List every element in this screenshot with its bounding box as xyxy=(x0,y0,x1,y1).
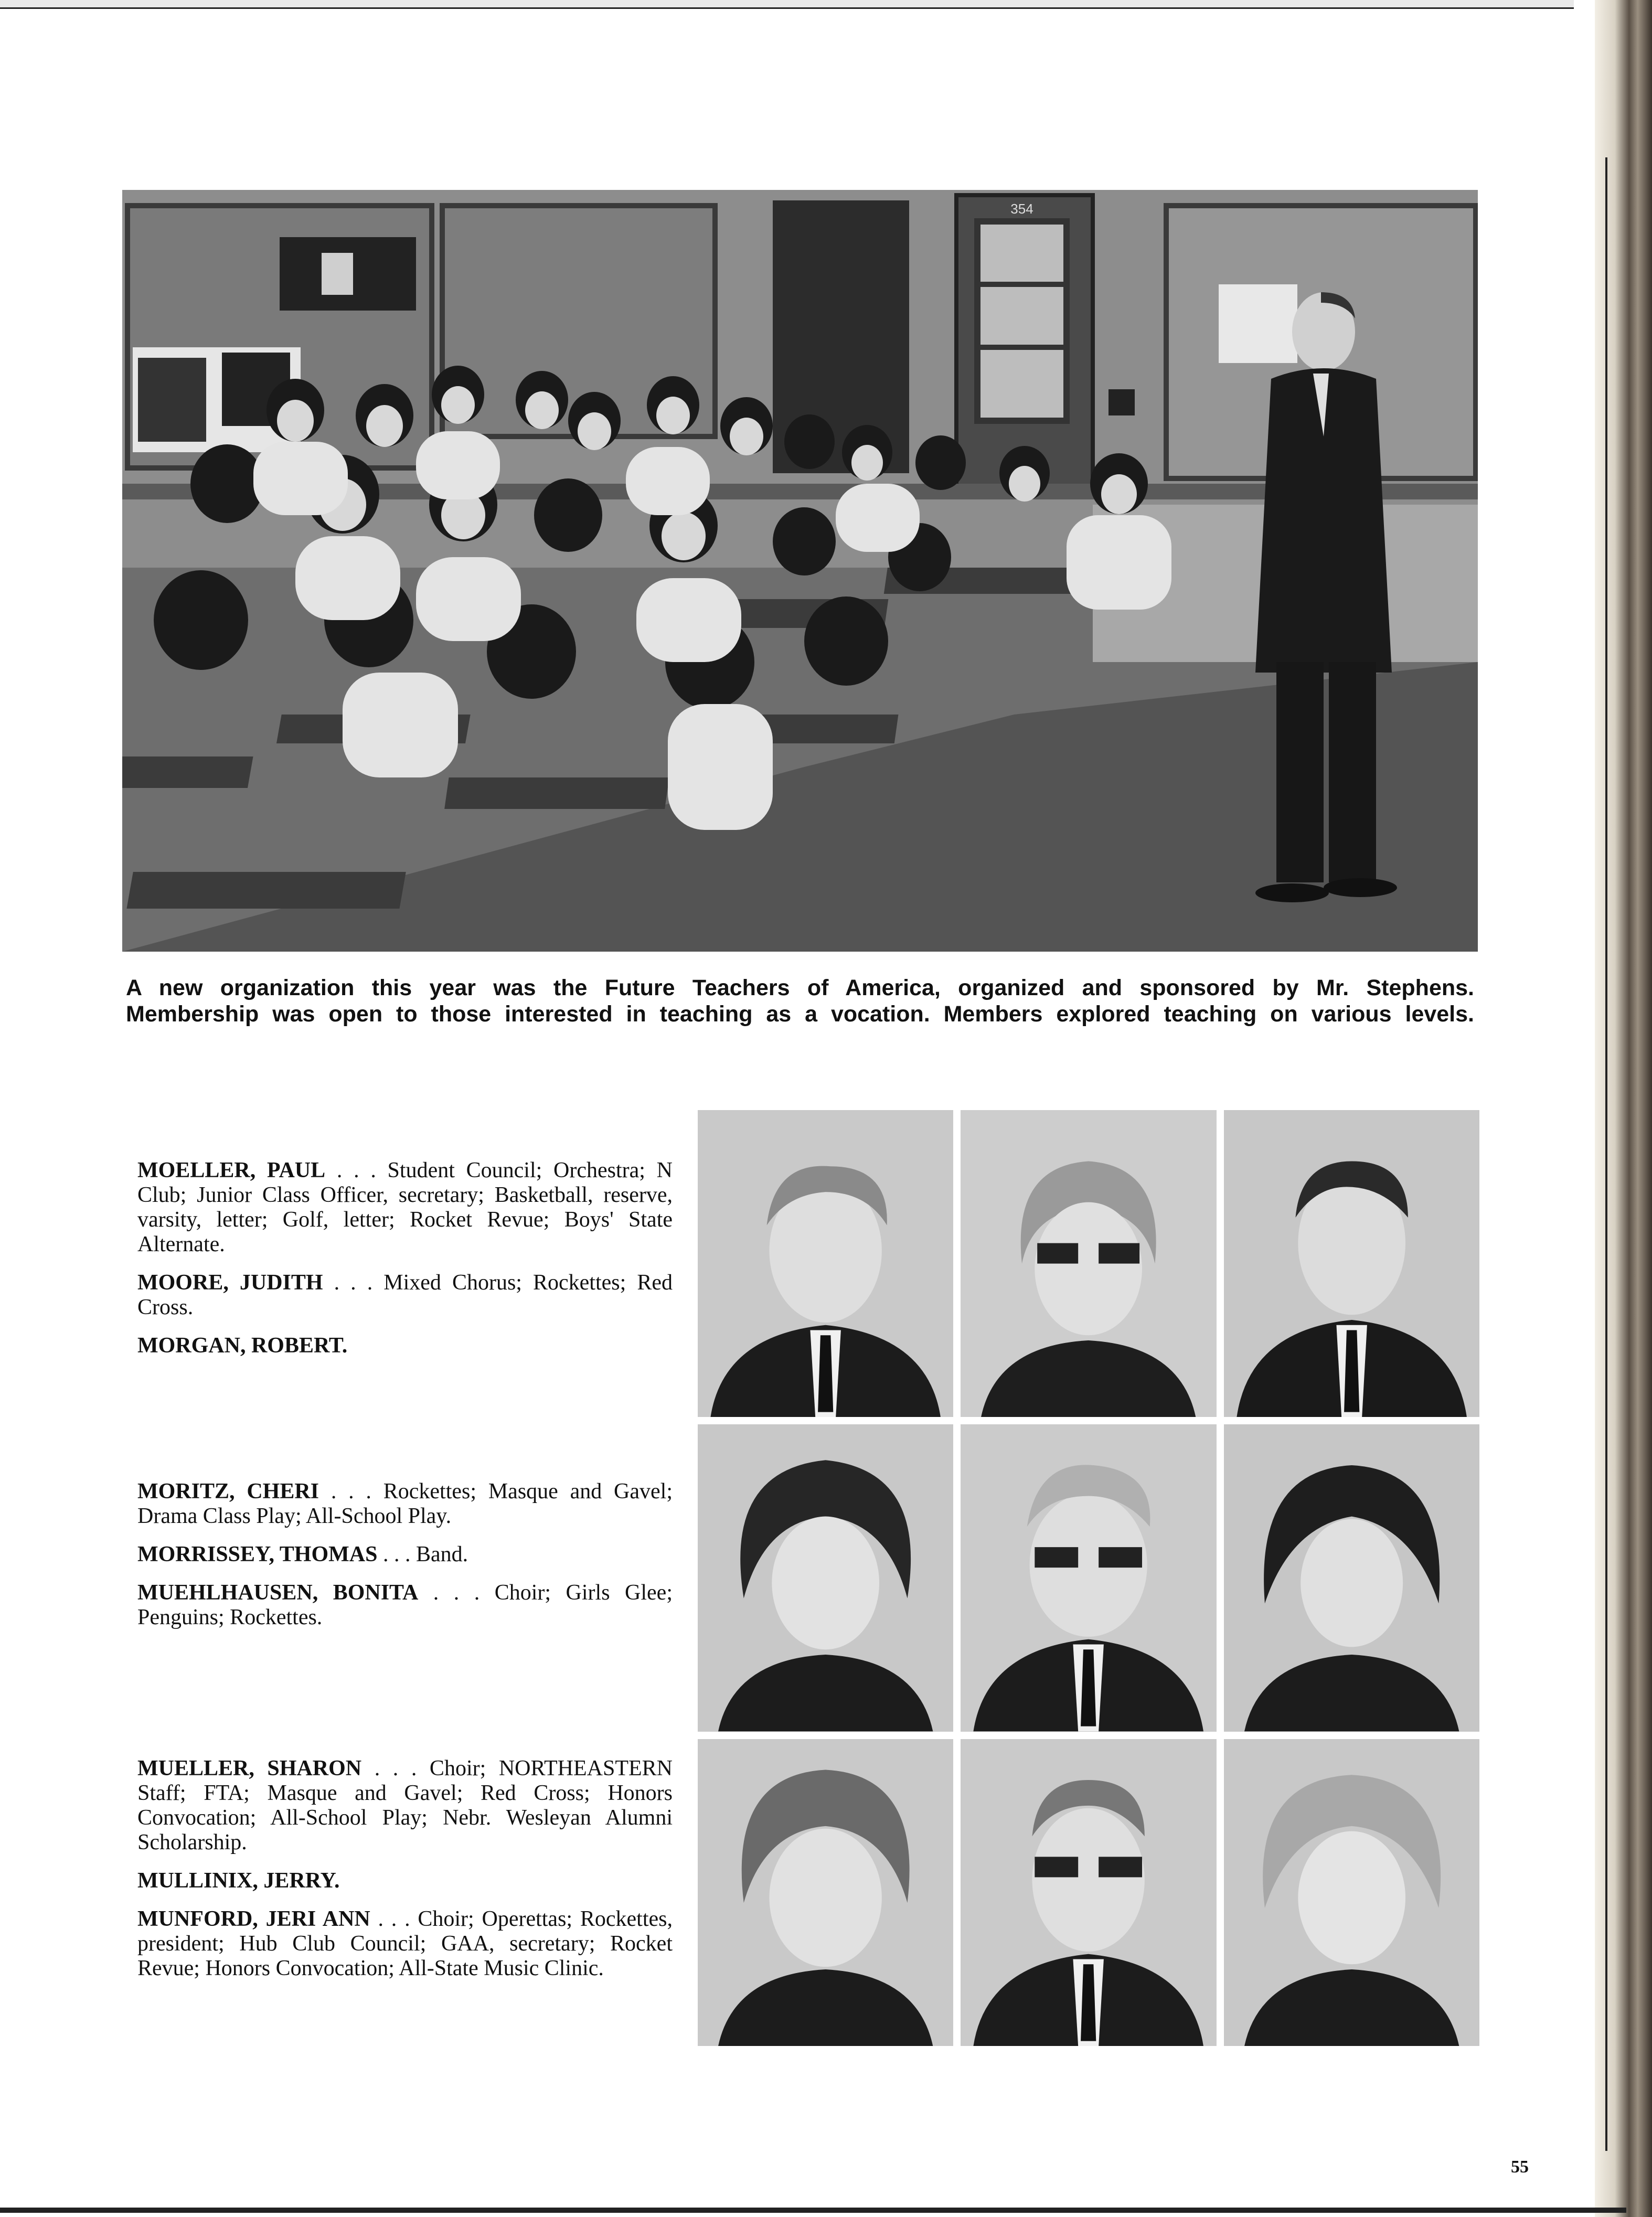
page-number: 55 xyxy=(1511,2157,1529,2177)
photo-caption xyxy=(126,975,1474,1027)
senior-entry xyxy=(137,1334,673,1358)
senior-name: MORGAN, ROBERT. xyxy=(137,1334,348,1358)
portrait-morgan-robert xyxy=(1224,1110,1479,1417)
senior-name: MUEHLHAUSEN, BONITA xyxy=(137,1581,419,1605)
senior-entry xyxy=(137,1271,673,1320)
senior-name: MUNFORD, JERI ANN xyxy=(137,1907,370,1931)
caption-line: A new organization this year was the Future Teachers of America, organized and sponsored by Mr. Stephens. xyxy=(126,975,1474,1000)
senior-entry xyxy=(137,1158,673,1257)
senior-activities: . . . Mixed Chorus; Rockettes; Red Cross. xyxy=(137,1271,673,1319)
portrait-munford-jeri-ann xyxy=(1224,1739,1479,2046)
senior-entries-group-3 xyxy=(137,1756,673,1995)
page-bottom-edge xyxy=(0,2208,1626,2213)
portrait-mullinix-jerry xyxy=(961,1739,1216,2046)
book-binding xyxy=(1595,0,1652,2217)
senior-entry xyxy=(137,1581,673,1630)
senior-entry xyxy=(137,1907,673,1981)
senior-name: MOORE, JUDITH xyxy=(137,1271,323,1295)
senior-entry xyxy=(137,1542,673,1567)
senior-activities: . . . Band. xyxy=(377,1542,468,1566)
senior-name: MORITZ, CHERI xyxy=(137,1479,319,1504)
portrait-morrissey-thomas xyxy=(961,1424,1216,1731)
senior-activities: . . . Choir; Girls Glee; Penguins; Rockettes. xyxy=(137,1581,673,1629)
senior-entry xyxy=(137,1479,673,1529)
caption-line: Membership was open to those interested in teaching as a vocation. Members explored teaching on various levels. xyxy=(126,1001,1474,1027)
senior-entry xyxy=(137,1869,673,1893)
page-top-edge xyxy=(0,0,1574,9)
classroom-photo xyxy=(122,190,1478,952)
senior-entry xyxy=(137,1756,673,1855)
portrait-muehlhausen-bonita xyxy=(1224,1424,1479,1731)
portrait-mueller-sharon xyxy=(698,1739,953,2046)
binding-shadow-line xyxy=(1605,157,1607,2151)
portrait-moore-judith xyxy=(961,1110,1216,1417)
senior-entries-group-1 xyxy=(137,1158,673,1372)
senior-activities: . . . Rockettes; Masque and Gavel; Drama Class Play; All-School Play. xyxy=(137,1479,673,1528)
portrait-grid xyxy=(698,1110,1479,2046)
senior-activities: . . . Choir; NORTHEASTERN Staff; FTA; Masque and Gavel; Red Cross; Honors Convocation; All-School Play; Nebr. Wesleyan Alumni Scholarship. xyxy=(137,1756,673,1854)
senior-name: MULLINIX, JERRY. xyxy=(137,1869,340,1893)
senior-name: MOELLER, PAUL xyxy=(137,1158,326,1182)
portrait-moeller-paul xyxy=(698,1110,953,1417)
senior-activities: . . . Student Council; Orchestra; N Club; Junior Class Officer, secretary; Basketball, reserve, varsity, letter; Golf, letter; Rocket Revue; Boys' State Alternate. xyxy=(137,1158,673,1256)
portrait-moritz-cheri xyxy=(698,1424,953,1731)
senior-activities: . . . Choir; Operettas; Rockettes, president; Hub Club Council; GAA, secretary; Rocket Revue; Honors Convocation; All-State Music Clinic. xyxy=(137,1907,673,1980)
senior-name: MORRISSEY, THOMAS xyxy=(137,1542,378,1566)
senior-entries-group-2 xyxy=(137,1479,673,1644)
senior-name: MUELLER, SHARON xyxy=(137,1756,362,1781)
room-number: 354 xyxy=(1010,201,1033,217)
